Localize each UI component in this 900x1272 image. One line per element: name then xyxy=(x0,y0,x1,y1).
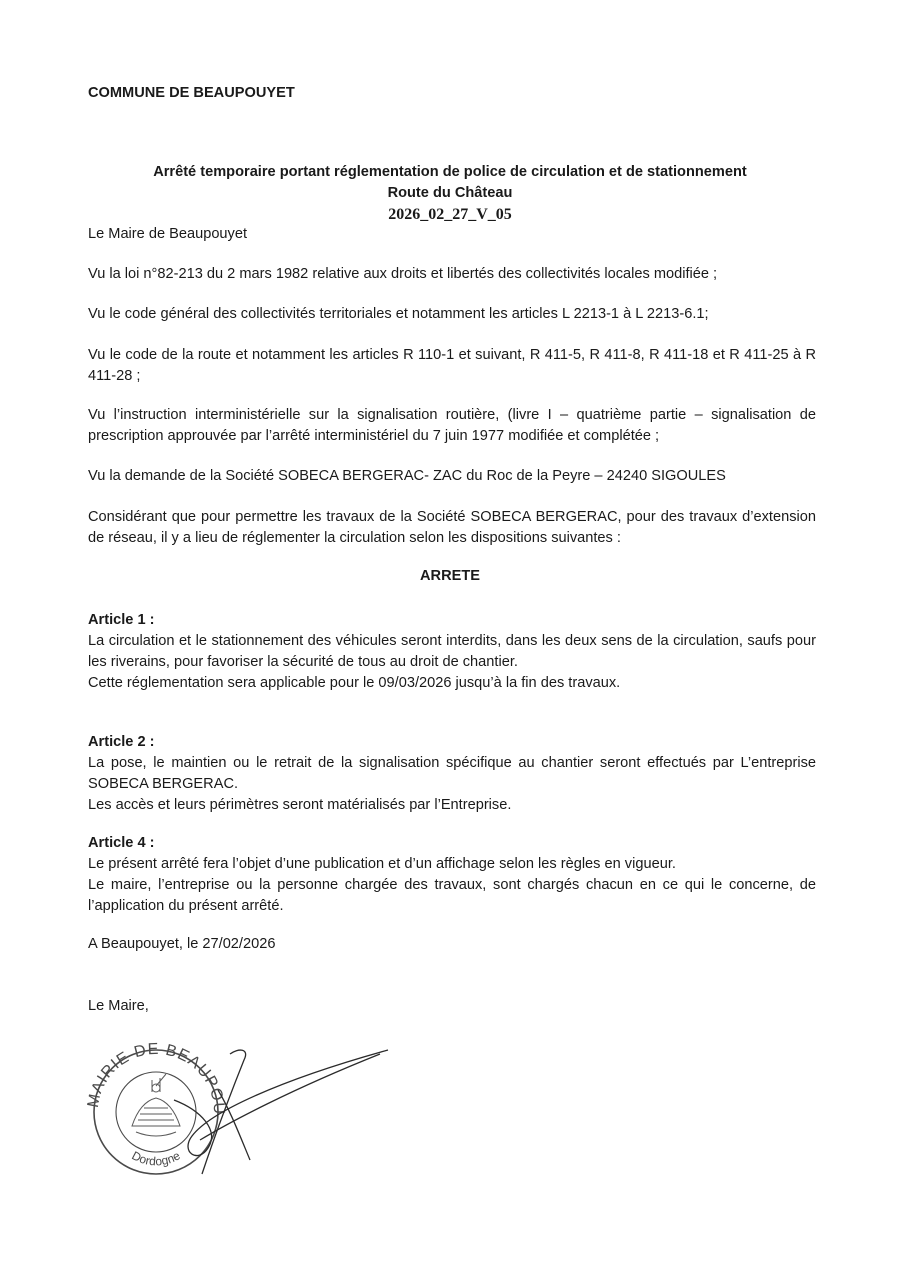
official-stamp-icon xyxy=(80,1040,400,1180)
svg-text:MAIRIE DE BEAUPOUYET xyxy=(80,1040,227,1116)
article-4-line-2: Le maire, l’entreprise ou la personne chargée des travaux, sont chargés chacun en ce qui le concerne, de l’application du présent arrêté. xyxy=(88,877,816,914)
article-2-line-1: La pose, le maintien ou le retrait de la signalisation spécifique au chantier seront effectués par L’entreprise SOBECA BERGERAC. xyxy=(88,755,816,792)
decree-title: Arrêté temporaire portant réglementation de police de circulation et de stationnement xyxy=(153,164,747,180)
article-2-title: Article 2 : xyxy=(88,734,155,750)
article-2 xyxy=(88,732,816,816)
vu-clause-2: Vu le code général des collectivités territoriales et notamment les articles L 2213-1 à L 2213-6.1; xyxy=(88,306,709,322)
stamp-and-signature xyxy=(80,1040,400,1180)
decree-subject-road: Route du Château xyxy=(387,185,513,201)
article-1-line-1: La circulation et le stationnement des véhicules seront interdits, dans les deux sens de la circulation, saufs pour les riverains, pour favoriser la sécurité de tous au droit de chantier. xyxy=(88,633,816,670)
place-date: A Beaupouyet, le 27/02/2026 xyxy=(88,936,276,952)
arrete-heading: ARRETE xyxy=(420,568,480,584)
article-4-title: Article 4 : xyxy=(88,835,155,851)
svg-text:Dordogne xyxy=(129,1148,182,1168)
article-1 xyxy=(88,610,816,694)
stamp-emblem-icon xyxy=(132,1074,180,1136)
stamp-bottom-text: Dordogne xyxy=(129,1148,183,1169)
article-4-line-1: Le présent arrêté fera l’objet d’une publication et d’un affichage selon les règles en vigueur. xyxy=(88,856,676,872)
decree-reference: 2026_02_27_V_05 xyxy=(388,206,512,223)
article-2-line-2: Les accès et leurs périmètres seront matérialisés par l’Entreprise. xyxy=(88,797,512,813)
vu-clause-3: Vu le code de la route et notamment les articles R 110-1 et suivant, R 411-5, R 411-8, R 411-18 et R 411-25 à R 411-28 ; xyxy=(88,347,816,384)
stamp-outer-text: MAIRIE DE BEAUPOU xyxy=(84,1040,228,1116)
mayor-line: Le Maire de Beaupouyet xyxy=(88,226,248,242)
commune-header: COMMUNE DE BEAUPOUYET xyxy=(88,85,295,101)
vu-clause-5: Vu la demande de la Société SOBECA BERGERAC- ZAC du Roc de la Peyre – 24240 SIGOULES xyxy=(88,468,726,484)
considerant-clause: Considérant que pour permettre les travaux de la Société SOBECA BERGERAC, pour des travaux d’extension de réseau, il y a lieu de réglementer la circulation selon les dispositions suivantes : xyxy=(88,509,816,546)
article-1-line-2: Cette réglementation sera applicable pour le 09/03/2026 jusqu’à la fin des travaux. xyxy=(88,675,621,691)
decree-title-block xyxy=(88,162,812,225)
article-4 xyxy=(88,833,816,917)
vu-clause-1: Vu la loi n°82-213 du 2 mars 1982 relative aux droits et libertés des collectivités locales modifiée ; xyxy=(88,266,718,282)
article-1-title: Article 1 : xyxy=(88,612,155,628)
vu-clause-4: Vu l’instruction interministérielle sur la signalisation routière, (livre I – quatrième partie – signalisation de prescription approuvée par l’arrêté interministériel du 7 juin 1977 modifiée et complétée ; xyxy=(88,407,816,444)
signatory-title: Le Maire, xyxy=(88,998,149,1014)
